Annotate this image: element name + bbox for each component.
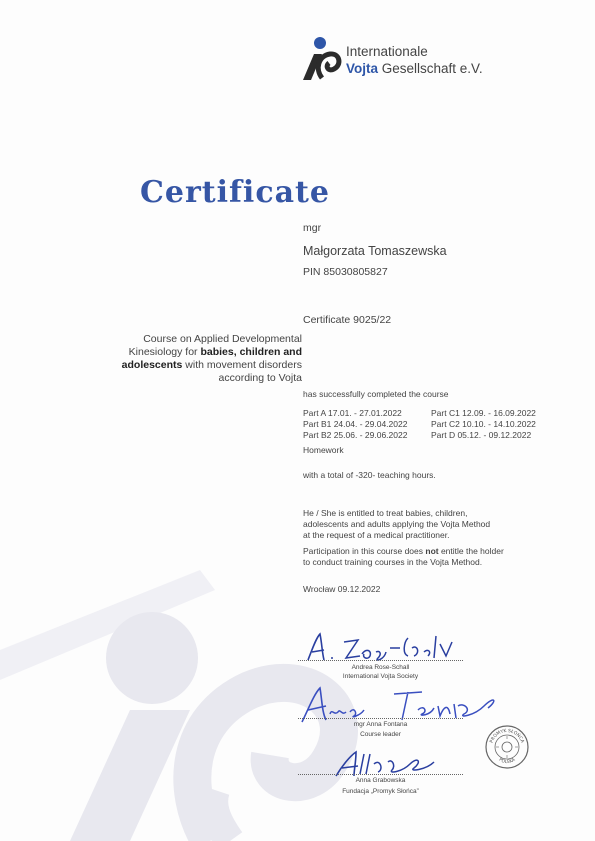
entitlement-line: He / She is entitled to treat babies, children,: [303, 508, 468, 518]
part-entry: Part C2 10.10. - 14.10.2022: [431, 419, 536, 429]
signature-3-role: Fundacja „Promyk Słońca”: [342, 788, 419, 795]
course-line-1: Course on Applied Developmental: [143, 333, 302, 345]
course-line-3-text: with movement disorders: [182, 359, 302, 371]
signature-1-name: Andrea Rose-Schall: [351, 664, 410, 671]
holder-honorific: mgr: [303, 222, 322, 234]
signature-1-role: International Vojta Society: [342, 673, 419, 680]
part-entry: Part C1 12.09. - 16.09.2022: [431, 408, 536, 418]
course-description: [102, 333, 302, 385]
course-line-2-text: Kinesiology for: [128, 346, 201, 358]
part-entry: Part B2 25.06. - 29.06.2022: [303, 430, 408, 440]
restriction-text: entitle the holder: [438, 546, 504, 556]
total-hours: with a total of -320- teaching hours.: [303, 470, 436, 480]
course-line-3: [102, 359, 302, 372]
part-entry: Part A 17.01. - 27.01.2022: [303, 408, 402, 418]
parts-row: [303, 430, 559, 441]
signature-3-line: [298, 774, 463, 775]
svg-text:POLSKA: [498, 756, 517, 765]
holder-name: Małgorzata Tomaszewska: [303, 244, 447, 258]
certificate-title: Certificate: [140, 175, 330, 210]
certificate-number: Certificate 9025/22: [303, 314, 392, 326]
stamp-top-text: PROMYK SŁOŃCA: [489, 728, 525, 744]
course-line-3-bold: adolescents: [121, 359, 183, 371]
homework-label: Homework: [303, 445, 344, 455]
logo-text-rest: Gesellschaft e.V.: [378, 61, 483, 76]
signature-3-name: Anna Grabowska: [355, 777, 406, 784]
signature-1-handwriting: [300, 630, 460, 664]
completed-text: has successfully completed the course: [303, 389, 449, 399]
part-entry: Part B1 24.04. - 29.04.2022: [303, 419, 408, 429]
place-date: Wrocław 09.12.2022: [303, 584, 381, 594]
course-line-2: [102, 346, 302, 359]
course-parts: [303, 408, 559, 441]
entitlement-line: adolescents and adults applying the Vojta Method: [303, 519, 491, 529]
course-line-4: according to Vojta: [218, 372, 302, 384]
restriction-paragraph: [303, 546, 504, 568]
entitlement-line: at the request of a medical practitioner.: [303, 530, 450, 540]
logo-text-line2: [346, 61, 483, 76]
course-line-2-bold: babies, children and: [200, 346, 302, 358]
restriction-bold: not: [425, 546, 439, 556]
promyk-slonca-stamp: [484, 724, 530, 770]
restriction-line: [303, 546, 504, 557]
signature-2-name: mgr Anna Fontana: [353, 721, 408, 728]
signature-2-role: Course leader: [360, 731, 401, 738]
logo-brand-text: Vojta: [346, 61, 379, 76]
vojta-logo-icon: [300, 36, 342, 80]
restriction-line: to conduct training courses in the Vojta Method.: [303, 557, 483, 567]
parts-row: [303, 419, 559, 430]
signature-1-line: [298, 660, 463, 661]
entitlement-paragraph: [303, 508, 490, 541]
part-entry: Part D 05.12. - 09.12.2022: [431, 430, 532, 440]
logo-text-line1: Internationale: [346, 44, 428, 59]
signature-2-line: [298, 718, 463, 719]
holder-pin: PIN 85030805827: [303, 266, 388, 278]
restriction-text: Participation in this course does: [303, 546, 426, 556]
stamp-bottom-text: POLSKA: [497, 757, 517, 766]
parts-row: [303, 408, 559, 419]
